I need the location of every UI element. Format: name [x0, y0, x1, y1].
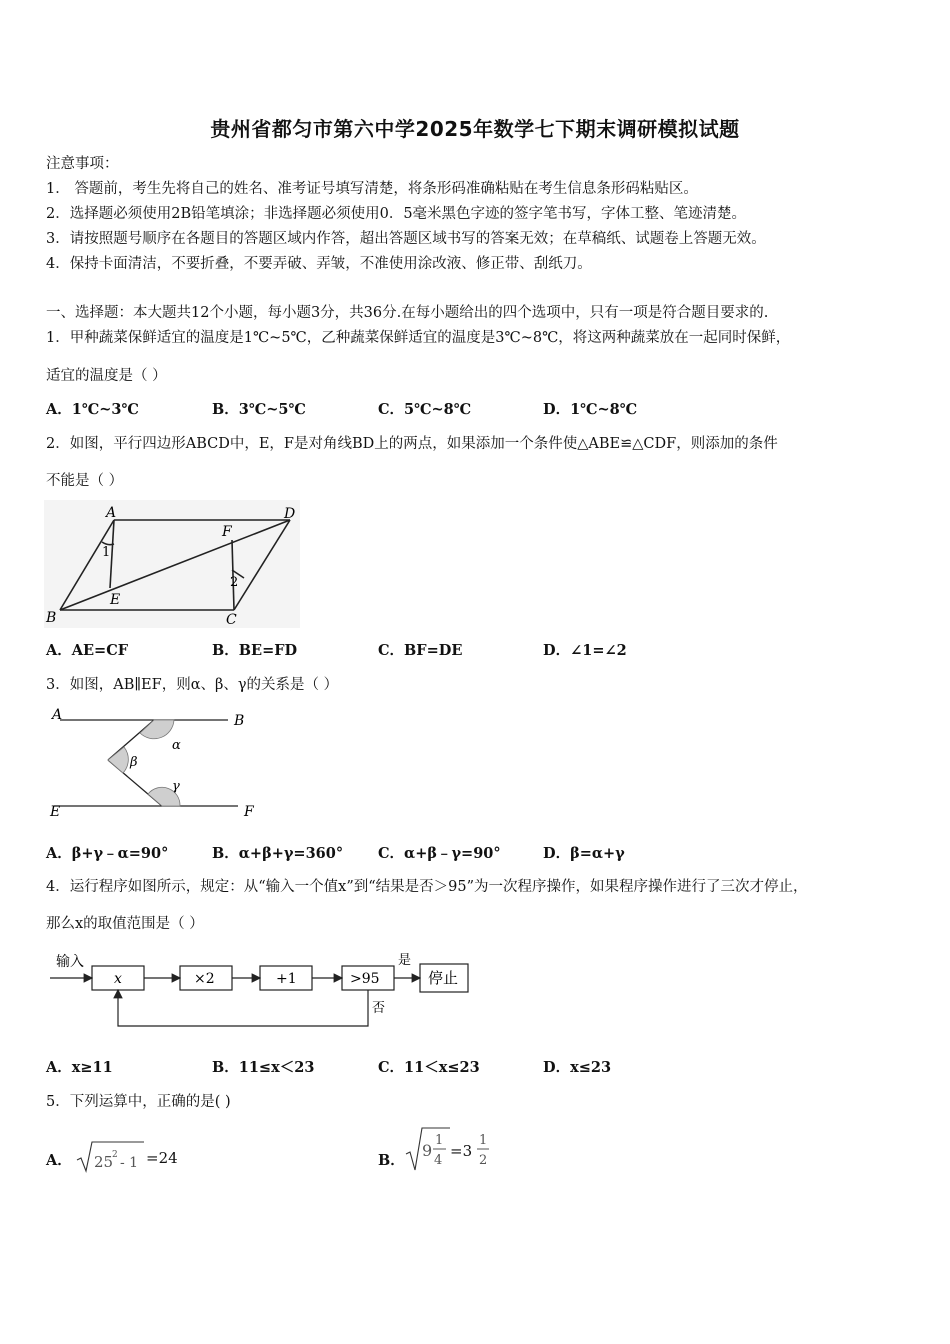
svg-text:9: 9 — [422, 1141, 433, 1160]
question-4-stem: 4．运行程序如图所示，规定：从“输入一个值x”到“结果是否＞95”为一次程序操作，如果程序操作进行了三次才停止， — [46, 879, 808, 895]
q3-option-d: D．β=α+γ — [543, 845, 625, 862]
flowchart-figure — [44, 944, 474, 1036]
flow-text: +1 — [276, 971, 297, 987]
line-label: F — [244, 804, 254, 820]
q4-option-c: C．11＜x≤23 — [378, 1059, 480, 1076]
q5-option-b-formula — [404, 1124, 504, 1174]
svg-text:25: 25 — [94, 1153, 114, 1171]
vertex-label: E — [110, 592, 121, 608]
q2-option-d: D．∠1=∠2 — [543, 642, 627, 659]
question-2-stem: 2．如图，平行四边形ABCD中，E，F是对角线BD上的两点，如果添加一个条件使△ABE≌△CDF，则添加的条件 — [46, 436, 778, 452]
vertex-label: C — [226, 612, 237, 628]
question-3-stem: 3．如图，AB∥EF，则α、β、γ的关系是（ ） — [46, 677, 339, 693]
q3-option-b: B．α+β+γ=360° — [212, 845, 344, 862]
section-heading: 一、选择题：本大题共12个小题，每小题3分，共36分.在每小题给出的四个选项中，只有一项是符合题目要求的. — [46, 305, 769, 321]
question-1-stem-cont: 适宜的温度是（ ） — [46, 368, 167, 384]
q2-option-a: A．AE=CF — [46, 642, 129, 659]
svg-text:2: 2 — [112, 1150, 118, 1160]
svg-text:- 1: - 1 — [120, 1155, 139, 1171]
q5-option-a-formula — [74, 1138, 194, 1174]
flow-yes-label: 是 — [398, 953, 412, 968]
q5-option-a-letter: A． — [46, 1152, 72, 1169]
flow-text: x — [114, 971, 122, 987]
line-label: A — [52, 707, 63, 723]
svg-text:4: 4 — [434, 1153, 443, 1168]
line-label: B — [234, 713, 245, 729]
notice-item: 1． 答题前，考生先将自己的姓名、准考证号填写清楚，将条形码准确粘贴在考生信息条形码粘贴区。 — [46, 181, 698, 197]
notice-item: 3．请按照题号顺序在各题目的答题区域内作答，超出答题区域书写的答案无效；在草稿纸、试题卷上答题无效。 — [46, 231, 766, 247]
q4-option-b: B．11≤x＜23 — [212, 1059, 315, 1076]
question-5-stem: 5．下列运算中，正确的是( ) — [46, 1094, 231, 1110]
angle-label: 1 — [102, 545, 111, 560]
parallelogram-figure — [44, 500, 300, 628]
flow-text: 停止 — [428, 969, 459, 987]
angle-label: 2 — [230, 575, 239, 590]
question-4-stem-cont: 那么x的取值范围是（ ） — [46, 916, 204, 932]
flow-input-label: 输入 — [56, 954, 84, 970]
flow-text: ×2 — [194, 971, 215, 987]
flow-no-label: 否 — [372, 1001, 386, 1016]
q2-option-b: B．BE=FD — [212, 642, 298, 659]
vertex-label: A — [106, 505, 117, 521]
svg-text:1: 1 — [435, 1133, 444, 1148]
notice-item: 4．保持卡面清洁，不要折叠，不要弄破、弄皱，不准使用涂改液、修正带、刮纸刀。 — [46, 256, 592, 272]
vertex-label: F — [222, 524, 232, 540]
q1-option-b: B．3℃~5℃ — [212, 401, 306, 418]
q1-option-a: A．1℃~3℃ — [46, 401, 139, 418]
question-1-stem: 1．甲种蔬菜保鲜适宜的温度是1℃~5℃，乙种蔬菜保鲜适宜的温度是3℃~8℃，将这两种蔬菜放在一起同时保鲜， — [46, 330, 791, 346]
q3-option-c: C．α+β﹣γ=90° — [378, 845, 501, 862]
vertex-label: D — [284, 506, 296, 522]
vertex-label: B — [46, 610, 57, 626]
svg-text:=3: =3 — [450, 1142, 473, 1160]
angle-label: β — [130, 755, 138, 770]
q1-option-d: D．1℃~8℃ — [543, 401, 638, 418]
notice-item: 2．选择题必须使用2B铅笔填涂；非选择题必须使用0．5毫米黑色字迹的签字笔书写，字体工整、笔迹清楚。 — [46, 206, 747, 222]
line-label: E — [50, 804, 61, 820]
question-2-stem-cont: 不能是（ ） — [46, 473, 124, 489]
page-title: 贵州省都匀市第六中学2025年数学七下期末调研模拟试题 — [210, 117, 740, 141]
q3-option-a: A．β+γ﹣α=90° — [46, 845, 169, 862]
q4-option-d: D．x≤23 — [543, 1059, 612, 1076]
flow-text: >95 — [350, 971, 380, 987]
q4-option-a: A．x≥11 — [46, 1059, 113, 1076]
svg-text:=24: =24 — [146, 1149, 178, 1167]
svg-text:1: 1 — [479, 1133, 488, 1148]
parallel-lines-figure — [44, 702, 264, 824]
q2-option-c: C．BF=DE — [378, 642, 463, 659]
angle-label: γ — [172, 779, 180, 794]
q5-option-b-letter: B． — [378, 1152, 405, 1169]
notice-heading: 注意事项： — [46, 156, 119, 172]
angle-label: α — [172, 738, 181, 753]
q1-option-c: C．5℃~8℃ — [378, 401, 472, 418]
svg-text:2: 2 — [479, 1153, 488, 1168]
